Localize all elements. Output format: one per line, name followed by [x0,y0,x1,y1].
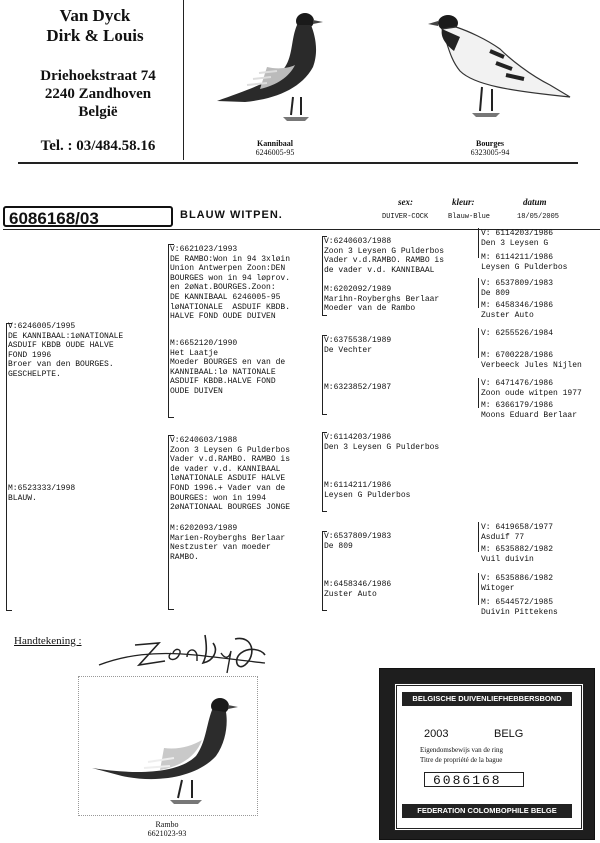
sex-value: DUIVER-COCK [382,213,429,221]
gen2-bracket [168,244,169,418]
gen2-tick [168,609,174,610]
gen4-ancestor: V: 6255526/1984 [481,329,554,338]
address-city: 2240 Zandhoven [44,86,152,102]
gen4-ancestor: V: 6537809/1983 De 809 [481,279,554,298]
gen2-bracket [168,435,169,610]
address-street: Driehoekstraat 74 [40,68,156,84]
gen4-bracket [478,278,479,308]
gen4-ancestor: M: 6458346/1986 Zuster Auto [481,301,554,320]
pigeon-ring: 6621023-93 [147,829,187,838]
signature-label: Handtekening : [14,635,82,647]
pigeon-name: Kannibaal [256,139,293,148]
pigeon-ring: 6323005-94 [470,148,510,157]
address-country: België [78,104,118,120]
gen3-bracket [322,531,323,611]
gen2-tick [168,417,174,418]
gen3-ancestor: M:6202092/1989 Marihn-Royberghs Berlaar Moeder van de Rambo [324,285,440,314]
date-value: 18/05/2005 [517,213,560,221]
gen4-ancestor: M: 6366179/1986 Moons Eduard Berlaar [481,401,578,420]
gen1-bracket [6,323,7,611]
gen4-ancestor: M: 6700228/1986 Verbeeck Jules Nijlen [481,351,582,370]
gen3-bracket [322,236,323,316]
gen3-ancestor: M:6458346/1986 Zuster Auto [324,580,392,599]
certificate-line-fr: Titre de propriété de la bague [420,756,503,764]
telephone: Tel. : 03/484.58.16 [40,138,156,154]
gen3-ancestor: V:6240603/1988 Zoon 3 Leysen G Pulderbos Vader v.d.RAMBO. RAMBO is de vader v.d. KANNIBAAL [324,237,445,275]
gen4-ancestor: V: 6471476/1986 Zoon oude witpen 1977 [481,379,582,398]
sire-sire: V:6621023/1993 DE RAMBO:Won in 94 3xløin Union Antwerpen Zoon:DEN BOURGES won in 94 løprov. en 2øNat.BOURGES.Zoon: DE KANNIBAAL 6246005-95 løNATIONALE ASDUIF KBDB. HALVE FOND OUDE DUIVEN [170,245,291,322]
certificate-fed-banner: FEDERATION COLOMBOPHILE BELGE [402,804,572,818]
certificate-ring-number: 6086168 [424,772,524,787]
gen3-tick [322,610,327,611]
gen4-ancestor: M: 6114211/1986 Leysen G Pulderbos [481,253,568,272]
date-label: datum [523,197,547,207]
breeder-name-2: Dirk & Louis [46,26,144,45]
pigeon-name: Rambo [155,820,179,829]
pigeon-name: Bourges [476,139,504,148]
gen3-bracket [322,335,323,415]
certificate-org-banner: BELGISCHE DUIVENLIEFHEBBERSBOND [402,692,572,706]
gen3-ancestor: V:6375538/1989 De Vechter [324,336,392,355]
gen3-tick [322,511,327,512]
dam-dam: M:6202093/1989 Marien-Royberghs Berlaar Nestzuster van moeder RAMBO. [170,524,286,562]
gen4-ancestor: V: 6419658/1977 Asduif 77 [481,523,554,542]
ring-number: 6086168/03 [3,206,173,227]
gen1-tick [6,610,12,611]
dam: M:6523333/1998 BLAUW. [8,484,76,503]
gen3-bracket [322,432,323,512]
breeder-name: Van Dyck [59,6,131,25]
gen3-ancestor: V:6114203/1986 Den 3 Leysen G Pulderbos [324,433,440,452]
ring-certificate [379,668,595,840]
gen3-ancestor: M:6114211/1986 Leysen G Pulderbos [324,481,411,500]
gen4-ancestor: V: 6535886/1982 Witoger [481,574,554,593]
gen4-bracket [478,378,479,408]
gen3-tick [322,315,327,316]
pigeon-rambo-caption [122,820,212,838]
gen3-tick [322,414,327,415]
color-value: Blauw-Blue [448,213,491,221]
pigeon-rambo-image [88,684,248,809]
sex-label: sex: [398,197,413,207]
gen4-ancestor: M: 6544572/1985 Duivin Pittekens [481,598,558,617]
sire: V:6246005/1995 DE KANNIBAAL:1øNATIONALE ASDUIF KBDB OUDE HALVE FOND 1996 Broer van den BOURGES. GESCHELPTE. [8,322,124,379]
gen3-ancestor: M:6323852/1987 [324,383,392,392]
color-name: BLAUW WITPEN. [180,209,283,221]
gen4-bracket [478,328,479,358]
dam-sire: V:6240603/1988 Zoon 3 Leysen G Pulderbos Vader v.d.RAMBO. RAMBO is de vader v.d. KANNIBAAL løNATIONALE ASDUIF HALVE FOND 1996.+ Vader van de BOURGES: won in 1994 2øNATIONAAL BOURGES JONGE [170,436,291,513]
gen4-bracket [478,228,479,258]
signature-image [95,625,270,680]
certificate-country: BELG [494,728,524,740]
certificate-year: 2003 [424,728,449,740]
color-label: kleur: [452,197,475,207]
certificate-line-nl: Eigendomsbewijs van de ring [420,746,504,754]
gen4-ancestor: V: 6114203/1986 Den 3 Leysen G [481,229,554,248]
gen3-ancestor: V:6537809/1983 De 809 [324,532,392,551]
sire-dam: M:6652120/1990 Het Laatje Moeder BOURGES en van de KANNIBAAL:lø NATIONALE ASDUIF KBDB.HALVE FOND OUDE DUIVEN [170,339,286,396]
gen4-ancestor: M: 6535882/1982 Vuil duivin [481,545,554,564]
pigeon-ring: 6246005-95 [255,148,295,157]
gen4-bracket [478,522,479,552]
gen4-bracket [478,573,479,605]
